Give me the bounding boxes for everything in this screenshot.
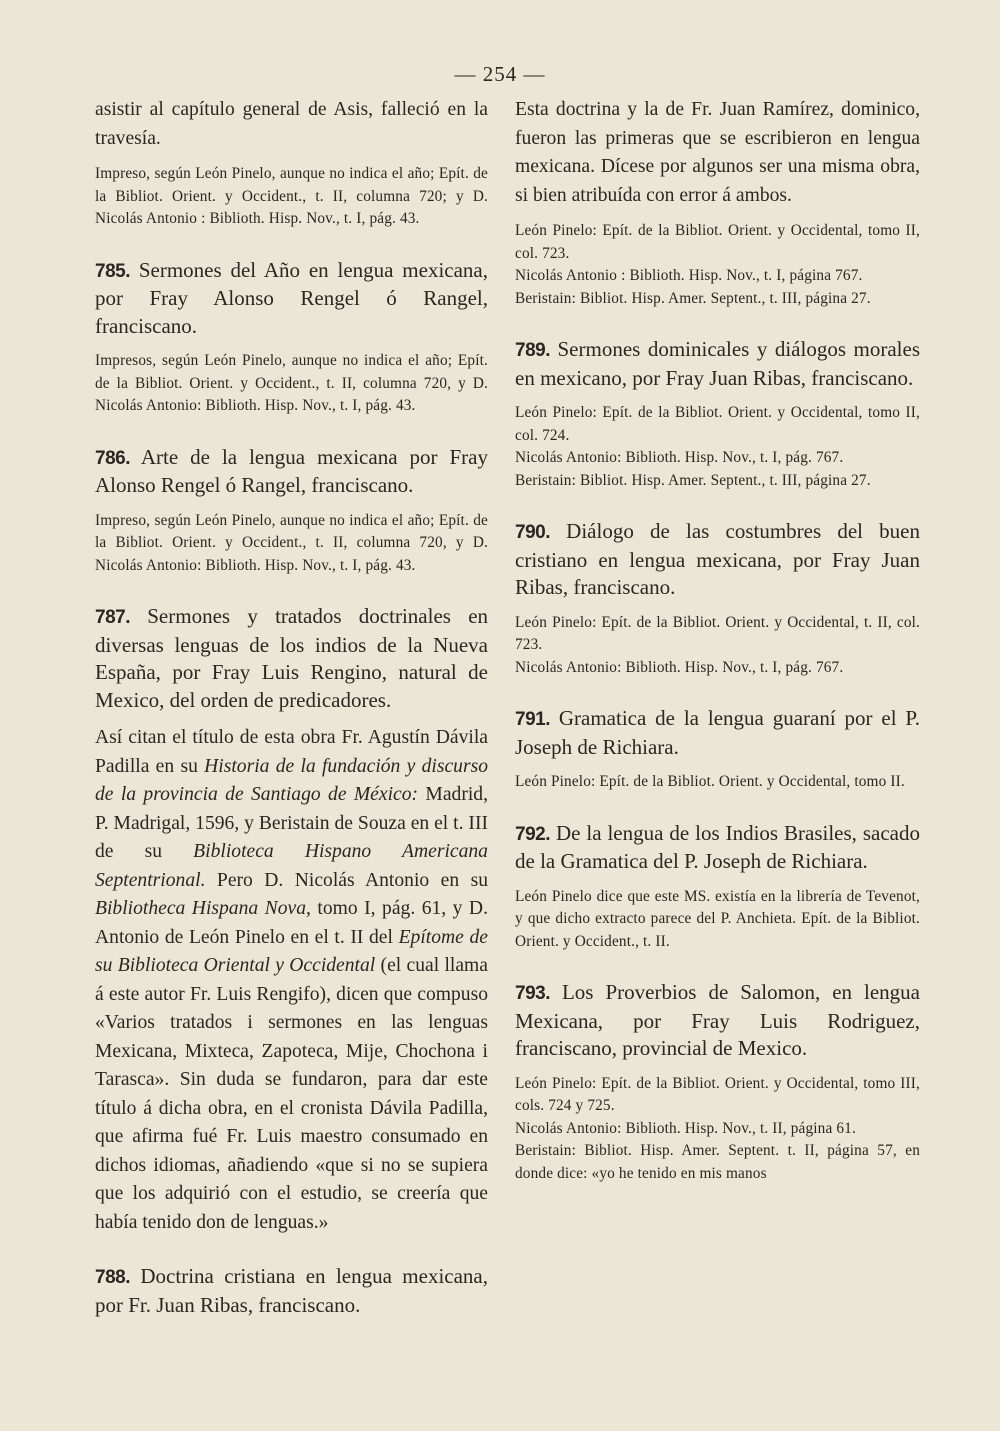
page-number: — 254 —: [454, 62, 546, 86]
reference-note: León Pinelo: Epít. de la Bibliot. Orient. y Occidental, tomo II, col. 724.: [515, 404, 920, 444]
entry-792-title: [515, 820, 920, 876]
entry-title-text: Sermones del Año en lengua mexicana, por Fray Alonso Rengel ó Rangel, franciscano.: [95, 257, 489, 338]
cited-work-title: Biblioteca Hispano Americana Septentrional.: [95, 841, 488, 891]
cited-work-title: Epítome de su Biblioteca Oriental y Occidental: [95, 926, 488, 976]
entry-788-title: [95, 1263, 488, 1319]
entry-number: 788.: [95, 1267, 130, 1288]
entry-number: 786.: [95, 447, 130, 469]
entry-title-text: Diálogo de las costumbres del buen cristiano en lengua mexicana, por Fray Juan Ribas, franciscano.: [515, 519, 920, 599]
cited-work-title: Bibliotheca Hispana Nova,: [95, 898, 311, 919]
entry-title-text: Sermones dominicales y diálogos morales en mexicano, por Fray Juan Ribas, franciscano.: [515, 337, 920, 390]
entry-title-text: De la lengua de los Indios Brasiles, sacado de la Gramatica del P. Joseph de Richiara.: [515, 820, 920, 873]
reference-note: Nicolás Antonio: Biblioth. Hisp. Nov., t. I, pág. 767.: [515, 449, 844, 466]
right-column: [515, 96, 920, 1185]
entry-title-text: Los Proverbios de Salomon, en lengua Mexicana, por Fray Luis Rodriguez, franciscano, provincial de Mexico.: [515, 980, 921, 1060]
entry-title-text: Doctrina cristiana en lengua mexicana, por Fr. Juan Ribas, franciscano.: [95, 1264, 488, 1317]
entry-785-note: Impresos, según León Pinelo, aunque no indica el año; Epít. de la Bibliot. Orient. y Occident., t. II, columna 720, y D. Nicolás Antonio: Biblioth. Hisp. Nov., t. I, pág. 43.: [95, 352, 488, 414]
reference-note: León Pinelo: Epít. de la Bibliot. Orient. y Occidental, tomo II.: [515, 773, 905, 790]
left-column: [95, 96, 488, 1319]
body-text: (el cual llama á este autor Fr. Luis Rengifo), dicen que compuso «Varios tratados i sermones en las lenguas Mexicana, Mixteca, Zapoteca, Mije, Chochona i Tarasca». Sin duda se fundaron, para dar este título á dicha obra, en el cronista Dávila Padilla, que afirma fué Fr. Luis maestro consumado en dichos idiomas, añadiendo «que si no se supiera que los adquirió con el estudio, se creería que había tenido don de lenguas.»: [95, 955, 488, 1233]
entry-number: 790.: [515, 522, 550, 543]
entry-786-note: Impreso, según León Pinelo, aunque no indica el año; Epít. de la Bibliot. Orient. y Occident., t. II, columna 720, y D. Nicolás Antonio: Biblioth. Hisp. Nov., t. I, pág. 43.: [95, 511, 488, 574]
entry-786-title: [95, 444, 488, 500]
reference-note: León Pinelo: Epít. de la Bibliot. Orient. y Occidental, tomo II, col. 723.: [515, 222, 920, 262]
entry-790-title: [515, 518, 920, 602]
continuation-text: asistir al capítulo general de Asis, falleció en la travesía.: [95, 99, 488, 149]
reference-note: Beristain: Bibliot. Hisp. Amer. Septent., t. III, página 27.: [515, 471, 871, 489]
entry-number: 787.: [95, 607, 130, 628]
body-text: Madrid, P. Madrigal, 1596, y Beristain de Souza en el t. III de su: [95, 784, 488, 862]
entry-title-text: Arte de la lengua mexicana por Fray Alonso Rengel ó Rangel, franciscano.: [95, 444, 488, 497]
entry-787-title: [95, 603, 488, 714]
continuation-text: Esta doctrina y la de Fr. Juan Ramírez, dominico, fueron las primeras que se escribieron en lengua mexicana. Dícese por algunos ser una misma obra, si bien atribuída con error á ambos.: [515, 99, 920, 206]
entry-789-title: [515, 336, 920, 392]
reference-note: León Pinelo: Epít. de la Bibliot. Orient. y Occidental, tomo III, cols. 724 y 725.: [515, 1074, 920, 1114]
entry-number: 793.: [515, 983, 550, 1004]
reference-note: Nicolás Antonio: Biblioth. Hisp. Nov., t. II, página 61.: [515, 1119, 856, 1137]
body-text: Así citan el título de esta obra Fr. Agustín Dávila Padilla en su: [95, 727, 488, 777]
reference-note: Beristain: Bibliot. Hisp. Amer. Septent. t. II, página 57, en donde dice: «yo he tenido en mis manos: [515, 1142, 920, 1182]
entry-number: 791.: [515, 709, 550, 730]
entry-787-body: [95, 724, 488, 1237]
body-text: Pero D. Nicolás Antonio en su: [216, 869, 488, 891]
entry-number: 789.: [515, 340, 550, 361]
entry-number: 792.: [515, 823, 550, 845]
entry-note: Impreso, según León Pinelo, aunque no indica el año; Epít. de la Bibliot. Orient. y Occident., t. II, columna 720; y D. Nicolás Antonio : Biblioth. Hisp. Nov., t. I, pág. 43.: [95, 165, 488, 227]
reference-note: León Pinelo dice que este MS. existía en la librería de Tevenot, y que dicho extracto parece del P. Anchieta. Epít. de la Bibliot. Orient. y Occident., t. II.: [515, 887, 920, 950]
body-text: tomo I, pág. 61, y D. Antonio de León Pinelo en el t. II del: [95, 898, 488, 948]
reference-note: Nicolás Antonio: Biblioth. Hisp. Nov., t. I, pág. 767.: [515, 658, 844, 676]
entry-793-title: [515, 979, 920, 1063]
cited-work-title: Historia de la fundación y discurso de la provincia de Santiago de México:: [95, 755, 488, 805]
entry-785-title: [95, 257, 488, 341]
entry-title-text: Sermones y tratados doctrinales en diversas lenguas de los indios de la Nueva España, por Fray Luis Rengino, natural de Mexico, del orden de predicadores.: [95, 604, 489, 712]
entry-number: 785.: [95, 260, 130, 282]
reference-note: Beristain: Bibliot. Hisp. Amer. Septent., t. III, página 27.: [515, 289, 871, 307]
entry-791-title: [515, 705, 920, 761]
entry-title-text: Gramatica de la lengua guaraní por el P. Joseph de Richiara.: [515, 706, 921, 759]
reference-note: León Pinelo: Epít. de la Bibliot. Orient. y Occidental, t. II, col. 723.: [515, 613, 920, 653]
reference-note: Nicolás Antonio : Biblioth. Hisp. Nov., t. I, página 767.: [515, 267, 863, 284]
